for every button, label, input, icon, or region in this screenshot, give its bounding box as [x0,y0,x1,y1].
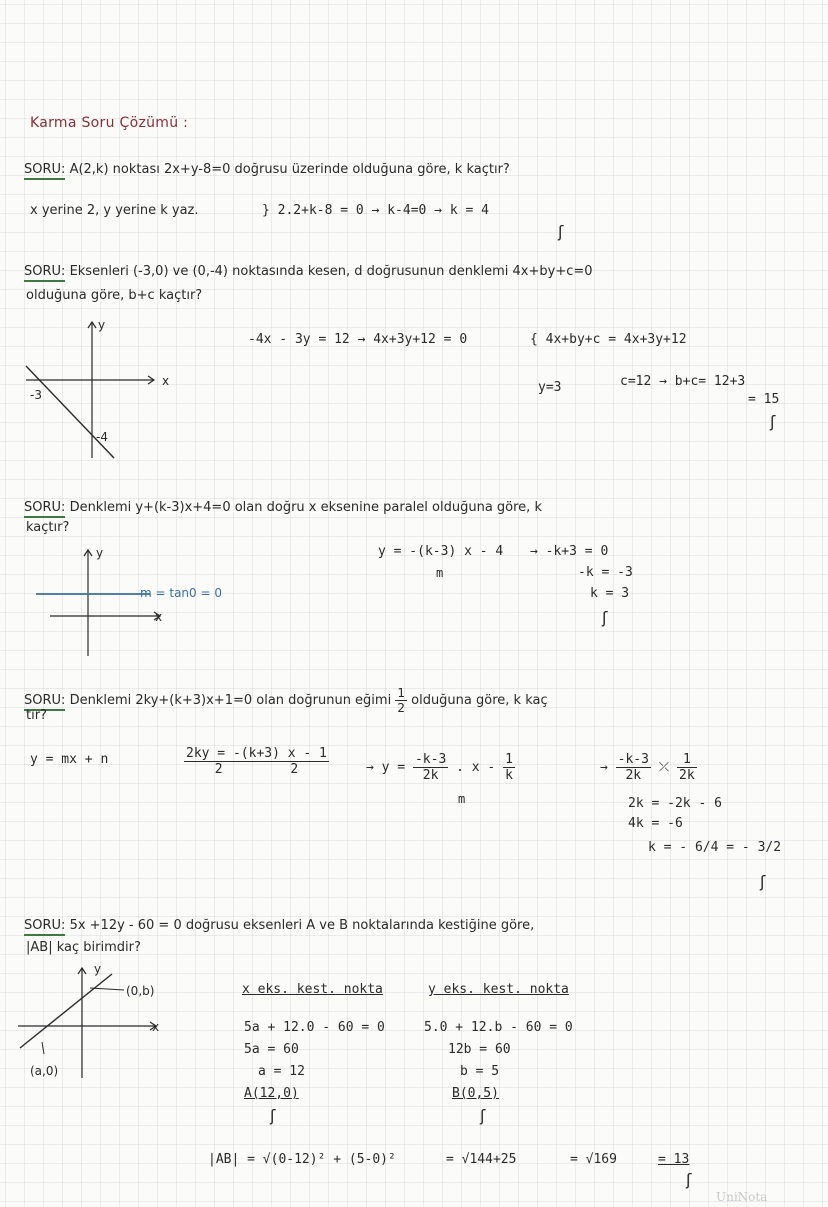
watermark-logo: UniNota [716,1190,768,1204]
q4-step3-arrow: → [600,760,616,775]
q4-step3-num1: -k-3 [617,752,649,767]
q3-answer-mark: ʃ [602,608,608,627]
q1-text: A(2,k) noktası 2x+y-8=0 doğrusu üzerinde olduğuna göre, k kaçtır? [69,162,510,177]
q4-slope-den: 2 [397,701,405,715]
q4-step3-den1: 2k [625,768,642,783]
q4-step2-num1: -k-3 [414,752,447,767]
q2-eq1: -4x - 3y = 12 → 4x+3y+12 = 0 [248,332,468,347]
page-title: Karma Soru Çözümü : [30,115,189,131]
q4-step2-frac1 [413,752,448,783]
q4-step5: 4k = -6 [628,816,683,831]
q5-right-3: B(0,5) [452,1086,499,1101]
q2-question [24,264,593,279]
q4-text1: Denklemi 2ky+(k+3)x+1=0 olan doğrunun eğimi [69,693,392,708]
q4-step1-den-l: 2 [214,762,223,777]
q2-eq3: y=3 [538,380,562,395]
q1-question [24,162,510,177]
q2-eq5: = 15 [748,392,780,407]
q3-eq2: → -k+3 = 0 [530,544,609,559]
q4-slope-frac [395,686,407,715]
q4-step2-mid: . x - [456,760,496,775]
q4-form: y = mx + n [30,752,109,767]
q5-left-0: 5a + 12.0 - 60 = 0 [244,1020,385,1035]
q5-graph-y-label: y [94,962,102,976]
q5-graph-x-label: x [152,1020,160,1034]
q2-graph-x-int: -3 [30,388,42,402]
q2-eq2: { 4x+by+c = 4x+3y+12 [530,332,687,347]
q2-eq4: c=12 → b+c= 12+3 [620,374,746,389]
q5-right-mark: ʃ [480,1106,486,1125]
q2-answer-mark: ʃ [770,412,776,431]
q2-graph-y-int: -4 [96,430,108,444]
q5-left-2: a = 12 [258,1064,305,1079]
q2-text2: olduğuna göre, b+c kaçtır? [26,288,203,303]
q5-left-head: x eks. kest. nokta [242,982,383,997]
q4-step3-num2: 1 [677,752,697,768]
q3-eq1: y = -(k-3) x - 4 [378,544,504,559]
q4-step3-den2: 2k [679,768,695,783]
q5-text2: |AB| kaç birimdir? [26,940,141,955]
q4-text2: tır? [26,708,47,723]
q1-step2: } 2.2+k-8 = 0 → k-4=0 → k = 4 [262,203,489,218]
q3-eq4: k = 3 [590,586,630,601]
q3-question [24,500,542,515]
q5-right-0: 5.0 + 12.b - 60 = 0 [424,1020,573,1035]
q4-step1-den-r: 2 [290,762,299,777]
q4-answer-mark: ʃ [760,872,766,891]
q5-right-1: 12b = 60 [448,1042,511,1057]
q5-left-1: 5a = 60 [244,1042,299,1057]
q1-label: SORU: [24,162,65,180]
q5-distance-step2: = √144+25 [446,1152,517,1167]
q2-label: SORU: [24,264,65,282]
q4-step1-num: 2ky = -(k+3) x - 1 [186,746,327,761]
q1-answer-mark: ʃ [558,222,564,241]
q4-step2 [366,752,515,783]
q5-graph-p-bot: (a,0) [30,1064,59,1078]
q4-step3-frac1 [616,752,651,783]
q4-text1b: olduğuna göre, k kaç [411,693,548,708]
q2-graph [24,318,174,468]
q4-step3 [600,752,697,783]
q1-step1: x yerine 2, y yerine k yaz. [30,203,199,218]
q5-distance-answer: = 13 [658,1152,690,1167]
q5-label: SORU: [24,918,65,936]
q4-step2-den2: k [505,768,513,783]
q4-step6: k = - 6/4 = - 3/2 [648,840,782,855]
q5-left-mark: ʃ [270,1106,276,1125]
q4-question [24,686,548,715]
q4-step2-num2: 1 [505,752,513,767]
q4-step2-den1: 2k [422,768,439,783]
q5-graph-p-top: (0,b) [126,984,155,998]
q3-text1: Denklemi y+(k-3)x+4=0 olan doğru x eksenine paralel olduğuna göre, k [69,500,542,515]
q5-answer-mark: ʃ [686,1170,692,1189]
q5-right-head: y eks. kest. nokta [428,982,569,997]
q3-text2: kaçtır? [26,520,70,535]
q4-step3-cross: ⤫ [658,760,678,775]
q5-text1: 5x +12y - 60 = 0 doğrusu eksenleri A ve B noktalarında kestiğine göre, [69,918,535,933]
q5-distance-step3: = √169 [570,1152,617,1167]
q3-eq3: -k = -3 [578,565,633,580]
q3-graph-x-label: x [155,610,163,624]
q2-text1: Eksenleri (-3,0) ve (0,-4) noktasında kesen, d doğrusunun denklemi 4x+by+c=0 [69,264,593,279]
q4-step1-dens [184,762,329,777]
q4-step2-frac2 [503,752,515,783]
q5-question [24,918,534,933]
q4-step3-frac2 [677,752,697,783]
q5-distance-formula: |AB| = √(0-12)² + (5-0)² [208,1152,396,1167]
q3-graph [30,544,180,659]
q4-step1-frac [184,746,329,777]
q3-eq1-under: m [436,566,444,580]
q5-left-3: A(12,0) [244,1086,299,1101]
q4-step2-under: m [458,792,466,806]
q4-step4: 2k = -2k - 6 [628,796,722,811]
q4-slope-num: 1 [397,686,405,700]
q2-graph-x-label: x [162,374,170,388]
q4-step1 [184,746,329,777]
q4-step2-lead: → y = [366,760,406,775]
q3-label: SORU: [24,500,65,518]
q3-graph-y-label: y [96,546,104,560]
q3-slope-note: m = tan0 = 0 [140,586,222,600]
q2-graph-y-label: y [98,318,106,332]
q4-label: SORU: [24,693,65,711]
q5-right-2: b = 5 [460,1064,500,1079]
